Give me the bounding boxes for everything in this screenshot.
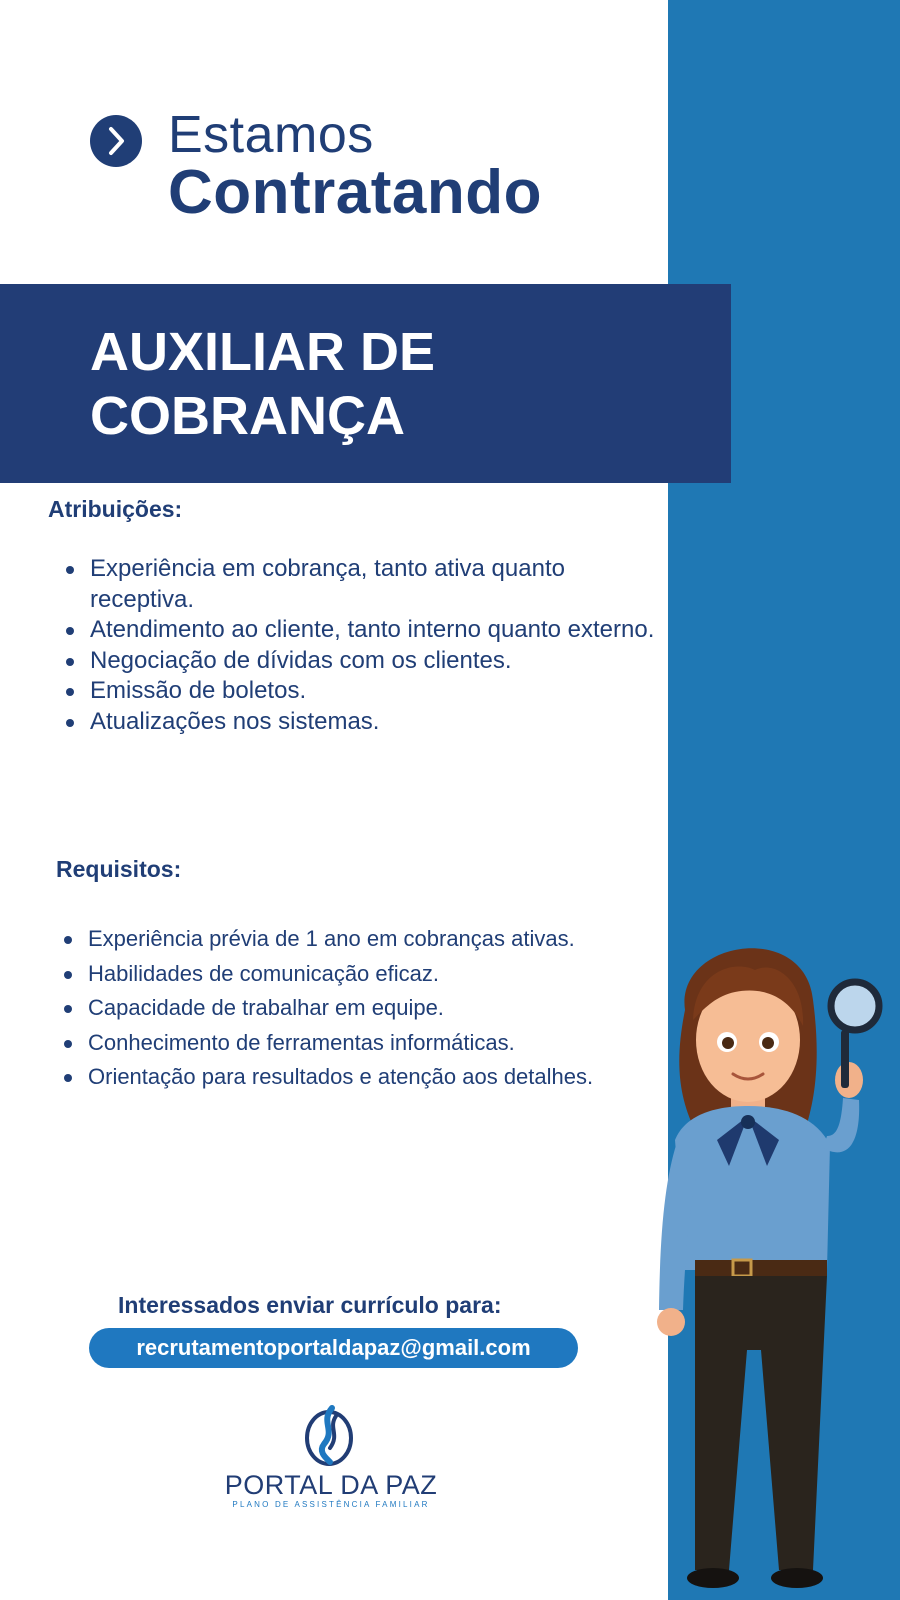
bullet-icon [64, 936, 72, 944]
list-item: Orientação para resultados e atenção aos detalhes. [60, 1060, 660, 1095]
list-item: Conhecimento de ferramentas informáticas. [60, 1026, 660, 1061]
requisitos-list [60, 922, 660, 1095]
list-item: Capacidade de trabalhar em equipe. [60, 991, 660, 1026]
email-link[interactable]: recrutamentoportaldapaz@gmail.com [89, 1328, 578, 1368]
list-item: Habilidades de comunicação eficaz. [60, 957, 660, 992]
list-item: Emissão de boletos. [62, 676, 662, 707]
logo-name: PORTAL DA PAZ [224, 1470, 438, 1500]
bullet-icon [66, 688, 74, 696]
list-item: Atendimento ao cliente, tanto interno quanto externo. [62, 615, 662, 646]
hero-line-1: Estamos [168, 106, 374, 164]
list-item: Experiência em cobrança, tanto ativa quanto receptiva. [62, 554, 662, 615]
atribuicoes-heading: Atribuições: [48, 496, 183, 522]
bullet-icon [66, 566, 74, 574]
bullet-icon [64, 971, 72, 979]
list-item: Experiência prévia de 1 ano em cobranças ativas. [60, 922, 660, 957]
list-item: Negociação de dívidas com os clientes. [62, 646, 662, 677]
hero-line-2: Contratando [168, 158, 543, 227]
job-title: AUXILIAR DE COBRANÇA [90, 322, 436, 446]
bullet-icon [64, 1005, 72, 1013]
contact-label: Interessados enviar currículo para: [118, 1292, 502, 1318]
bullet-icon [64, 1040, 72, 1048]
bullet-icon [66, 719, 74, 727]
woman-with-magnifier-illustration [655, 930, 885, 1600]
requisitos-heading: Requisitos: [56, 856, 182, 882]
bullet-icon [64, 1074, 72, 1082]
chevron-right-circle-icon [90, 115, 142, 167]
portal-da-paz-logo-icon [302, 1402, 356, 1473]
bullet-icon [66, 627, 74, 635]
logo-tagline: PLANO DE ASSISTÊNCIA FAMILIAR [232, 1500, 430, 1509]
bullet-icon [66, 658, 74, 666]
job-title-banner [0, 284, 731, 483]
list-item: Atualizações nos sistemas. [62, 707, 662, 738]
atribuicoes-list [62, 554, 662, 737]
